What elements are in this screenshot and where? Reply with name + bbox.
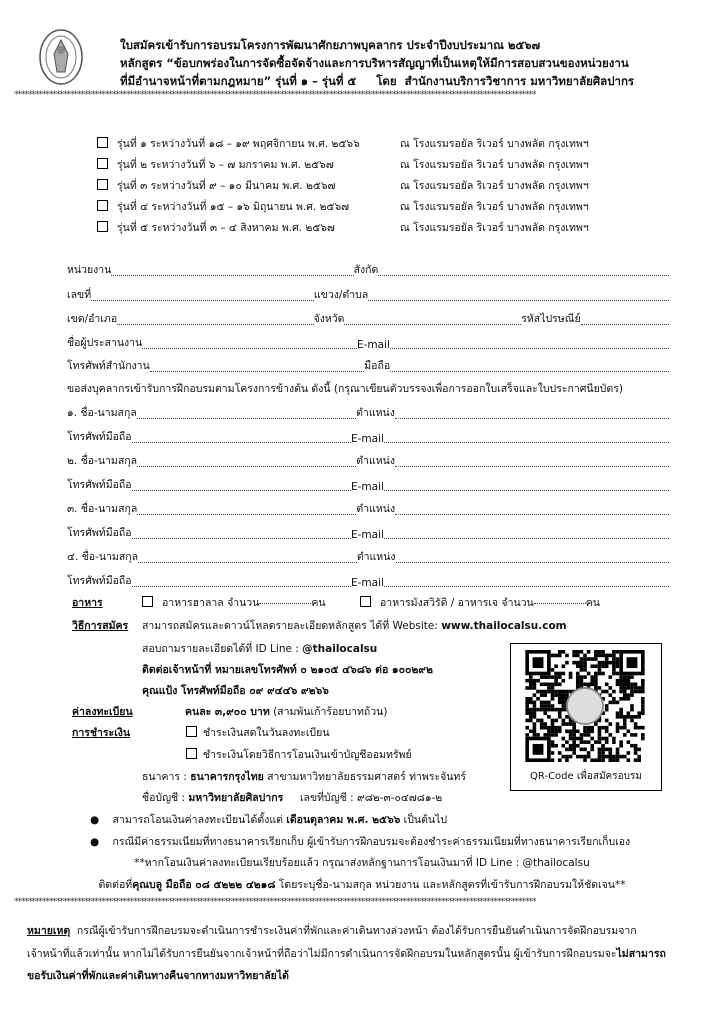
transfer-checkbox[interactable] [186,748,197,759]
participant-email-label: E-mail [350,577,384,589]
participant-phone-field[interactable] [132,481,351,491]
cash-label: ชำระเงินสดในวันลงทะเบียน [203,727,330,739]
inquiry-text: สอบถามรายละเอียดได้ที่ ID Line : [142,643,303,655]
participant-email-field[interactable] [384,481,669,491]
participant-position-label: ตำแหน่ง [356,503,396,515]
address-row [67,286,669,303]
note-text: โดยระบุชื่อ-นามสกุล หน่วยงาน และหลักสูตรที่เข้ารับการฝึกอบรมให้ชัดเจน** [275,879,626,891]
food-vegan-option[interactable] [360,594,600,611]
round-venue: ณ โรงแรมรอยัล ริเวอร์ บางพลัด กรุงเทพฯ [400,159,589,171]
halal-count-field[interactable] [259,594,311,604]
round-venue: ณ โรงแรมรอยัล ริเวอร์ บางพลัด กรุงเทพฯ [400,222,589,234]
participant-name-label: ๑. ชื่อ-นามสกุล [67,407,137,419]
apply-website-text [142,617,567,634]
phone-row [67,357,669,374]
fee-words: (สามพันเก้าร้อยบาทถ้วน) [269,706,388,718]
qr-code-box [510,643,662,791]
round-option[interactable] [97,135,360,152]
participant-phone-label: โทรศัพท์มือถือ [67,431,132,443]
office-phone-label: โทรศัพท์สำนักงาน [67,360,150,372]
participant-email-field[interactable] [384,433,669,443]
number-label: เลขที่ [67,289,92,301]
halal-checkbox[interactable] [142,596,153,607]
account-info [142,789,442,806]
website-link[interactable]: www.thailocalsu.com [441,620,567,632]
note-text: กรณีมีค่าธรรมเนียมที่ทางธนาคารเรียกเก็บ ผู้เข้ารับการฝึกอบรมจะต้องชำระค่าธรรมเนียมที่ทางธนาคารเรียกเก็บเอง [112,836,631,848]
round-venue: ณ โรงแรมรอยัล ริเวอร์ บางพลัด กรุงเทพฯ [400,201,589,213]
note-text: สามารถโอนเงินค่าลงทะเบียนได้ตั้งแต่ [112,814,287,826]
line-id: @thailocalsu [302,643,378,655]
remark-text: กรณีผู้เข้ารับการฝึกอบรมจะดำเนินการชำระเงินค่าที่พักและค่าเดินทางล่วงหน้า ต้องได้รับการยืนยันดำเนินการจัดฝึกอบรมจาก [70,925,637,937]
account-number: เลขที่บัญชี : ๙๘๒-๓-๐๔๗๘๑-๒ [283,792,443,804]
round-option[interactable] [97,219,335,236]
number-field[interactable] [91,291,314,301]
apply-text: สามารถสมัครและดาวน์โหลดรายละเอียดหลักสูตร ได้ที่ Website: [142,620,442,632]
account-label: ชื่อบัญชี : [142,792,189,804]
mobile-label: มือถือ [364,360,391,372]
participant-position-field[interactable] [396,553,669,563]
note-text: ติดต่อที่ [98,879,133,891]
province-label: จังหวัด [313,313,345,325]
agency-label: หน่วยงาน [67,264,112,276]
form-title: ใบสมัครเข้ารับการอบรมโครงการพัฒนาศักยภาพบุคลากร ประจำปีงบประมาณ ๒๕๖๗ [120,38,541,52]
separator: ***************************************************************************************************************************************************** [14,897,536,907]
course-title: หลักสูตร “ข้อบกพร่องในการจัดซื้อจัดจ้างและการบริหารสัญญาที่เป็นเหตุให้มีการสอบสวนของหน่วยงาน [120,56,629,70]
university-seal-logo [38,28,84,86]
participant-email-label: E-mail [350,529,384,541]
fee-value [185,703,387,720]
apply-line-text [142,640,377,657]
transfer-contact [0,876,724,893]
subdistrict-label: แขวง/ตำบล [313,289,369,301]
note-date: เดือนตุลาคม พ.ศ. ๒๕๖๖ [286,814,401,826]
mobile-field[interactable] [390,362,669,372]
participant-contact-row [67,476,669,493]
vegan-count-field[interactable] [534,594,586,604]
district-row [67,310,669,327]
participant-phone-field[interactable] [132,577,351,587]
district-label: เขต/อำเภอ [67,313,118,325]
account-name: มหาวิทยาลัยศิลปากร [188,792,284,804]
participant-phone-label: โทรศัพท์มือถือ [67,575,132,587]
round-checkbox[interactable] [97,200,108,211]
bank-name: ธนาคารกรุงไทย [190,771,264,783]
coordinator-label: ชื่อผู้ประสานงาน [67,337,143,349]
participant-position-field[interactable] [395,409,669,419]
participant-contact-row [67,524,669,541]
round-label: รุ่นที่ ๕ ระหว่างวันที่ ๓ – ๔ สิงหาคม พ.ศ. ๒๕๖๗ [117,222,335,234]
participant-email-label: E-mail [350,433,384,445]
province-field[interactable] [344,315,521,325]
vegan-label: อาหารมังสวิรัติ / อาหารเจ จำนวน [380,597,534,609]
participant-position-label: ตำแหน่ง [356,551,396,563]
payment-cash-option[interactable] [186,724,330,741]
round-option[interactable] [97,177,335,194]
round-venue: ณ โรงแรมรอยัล ริเวอร์ บางพลัด กรุงเทพฯ [400,138,589,150]
separator: ***************************************************************************************************************************************************** [14,90,536,100]
qr-caption: QR-Code เพื่อสมัครอบรม [530,771,642,782]
participants-instruction: ขอส่งบุคลากรเข้ารับการฝึกอบรมตามโครงการข้างต้น ดังนี้ (กรุณาเขียนตัวบรรจงเพื่อการออกใบเสร็จและใบประกาศนียบัตร) [67,383,623,395]
cash-checkbox[interactable] [186,726,197,737]
coordinator-field[interactable] [142,339,357,349]
subdistrict-field[interactable] [368,291,669,301]
participant-name-label: ๔. ชื่อ-นามสกุล [67,551,139,563]
note-bullet-1: ● สามารถโอนเงินค่าลงทะเบียนได้ตั้งแต่ เดือนตุลาคม พ.ศ. ๒๕๖๖ เป็นต้นไป [90,814,448,826]
participant-name-field[interactable] [137,457,356,467]
bank-label: ธนาคาร : [142,771,191,783]
contact-mobile: คุณแป้ง โทรศัพท์มือถือ ๐๙ ๙๔๔๖ ๙๒๖๖ [142,685,329,697]
round-option[interactable] [97,156,334,173]
email-field[interactable] [390,339,669,349]
round-label: รุ่นที่ ๑ ระหว่างวันที่ ๑๘ – ๑๙ พฤศจิกายน พ.ศ. ๒๕๖๖ [117,138,360,150]
round-label: รุ่นที่ ๒ ระหว่างวันที่ ๖ – ๗ มกราคม พ.ศ. ๒๕๖๗ [117,159,334,171]
remark-line-3: ขอรับเงินค่าที่พักและค่าเดินทางคืนจากทางมหาวิทยาลัยได้ [27,970,289,982]
postcode-label: รหัสไปรษณีย์ [521,313,581,325]
agency-field[interactable] [111,266,353,276]
participant-name-field[interactable] [137,505,356,515]
district-field[interactable] [117,315,313,325]
food-label: อาหาร [72,597,103,609]
round-checkbox[interactable] [97,137,108,148]
apply-label: วิธีการสมัคร [72,620,129,632]
round-label: รุ่นที่ ๓ ระหว่างวันที่ ๙ – ๑๐ มีนาคม พ.ศ. ๒๕๖๗ [117,180,336,192]
round-checkbox[interactable] [97,221,108,232]
round-checkbox[interactable] [97,158,108,169]
participant-email-field[interactable] [384,577,669,587]
participant-name-label: ๒. ชื่อ-นามสกุล [67,455,138,467]
unit-label: คน [311,597,326,609]
transfer-note: **หากโอนเงินค่าลงทะเบียนเรียบร้อยแล้ว กรุณาส่งหลักฐานการโอนเงินมาที่ ID Line : @thailocalsu [134,857,590,869]
vegan-checkbox[interactable] [360,596,371,607]
round-label: รุ่นที่ ๔ ระหว่างวันที่ ๑๕ – ๑๖ มิถุนายน พ.ศ. ๒๕๖๗ [117,201,350,213]
participant-name-field[interactable] [138,553,357,563]
note-text: เป็นต้นไป [400,814,448,826]
remark-label: หมายเหตุ [27,925,71,937]
round-venue: ณ โรงแรมรอยัล ริเวอร์ บางพลัด กรุงเทพฯ [400,180,589,192]
bank-branch: สาขามหาวิทยาลัยธรรมศาสตร์ ท่าพระจันทร์ [263,771,466,783]
affiliation-label: สังกัด [353,264,379,276]
halal-label: อาหารฮาลาล จำนวน [162,597,260,609]
bank-info [142,768,466,785]
participant-phone-label: โทรศัพท์มือถือ [67,479,132,491]
fee-label: ค่าลงทะเบียน [72,706,133,718]
participant-phone-field[interactable] [132,529,351,539]
round-option[interactable] [97,198,349,215]
contact-phone: ติดต่อเจ้าหน้าที่ หมายเลขโทรศัพท์ ๐ ๒๑๐๕ ๔๖๘๖ ต่อ ๑๐๐๒๙๒ [142,664,433,676]
participant-name-label: ๓. ชื่อ-นามสกุล [67,503,138,515]
participant-position-field[interactable] [395,505,669,515]
coordinator-row [67,334,669,351]
participant-email-field[interactable] [384,529,669,539]
note-bullet-2: ● กรณีมีค่าธรรมเนียมที่ทางธนาคารเรียกเก็บ ผู้เข้ารับการฝึกอบรมจะต้องชำระค่าธรรมเนียมที่ทางธนาคารเรียกเก็บเอง [90,836,631,848]
course-title-organizer: ที่มีอำนาจหน้าที่ตามกฎหมาย” รุ่นที่ ๑ – รุ่นที่ ๕ โดย สำนักงานบริการวิชาการ มหาวิทยาลัยศิลปากร [120,74,635,88]
participant-email-label: E-mail [350,481,384,493]
participant-name-row [67,404,669,421]
unit-label: คน [585,597,600,609]
participant-position-label: ตำแหน่ง [356,407,395,419]
food-halal-option[interactable] [142,594,326,611]
contact-blue: คุณบลู มือถือ ๐๘ ๕๒๒๒ ๔๒๑๘ [132,879,276,891]
fee-amount: คนละ ๓,๙๐๐ บาท [185,706,270,718]
office-phone-field[interactable] [150,362,365,372]
participant-position-label: ตำแหน่ง [356,455,395,467]
remark-line-1 [27,922,637,939]
agency-row [67,261,669,278]
participant-position-field[interactable] [395,457,669,467]
participant-contact-row [67,428,669,445]
affiliation-field[interactable] [378,266,669,276]
email-label: E-mail [356,339,390,351]
payment-transfer-option[interactable] [186,746,412,763]
postcode-field[interactable] [581,315,669,325]
participant-phone-label: โทรศัพท์มือถือ [67,527,132,539]
participant-name-row [67,500,669,517]
qr-code-image[interactable] [525,650,645,762]
participant-name-field[interactable] [137,409,356,419]
transfer-label: ชำระเงินโดยวิธีการโอนเงินเข้าบัญชีออมทรัพย์ [203,749,412,761]
remark-bold: ไม่สามารถ [616,948,666,960]
remark-line-2 [27,945,666,962]
participant-phone-field[interactable] [132,433,351,443]
participant-name-row [67,548,669,565]
payment-label: การชำระเงิน [72,727,131,739]
round-checkbox[interactable] [97,179,108,190]
participant-name-row [67,452,669,469]
remark-text: เจ้าหน้าที่แล้วเท่านั้น หากไม่ได้รับการยืนยันจากเจ้าหน้าที่ถือว่าไม่มีการดำเนินการจัดฝึกอบรมในหลักสูตรนั้น ผู้เข้ารับการฝึกอบรมจะ [27,948,617,960]
participant-contact-row [67,572,669,589]
